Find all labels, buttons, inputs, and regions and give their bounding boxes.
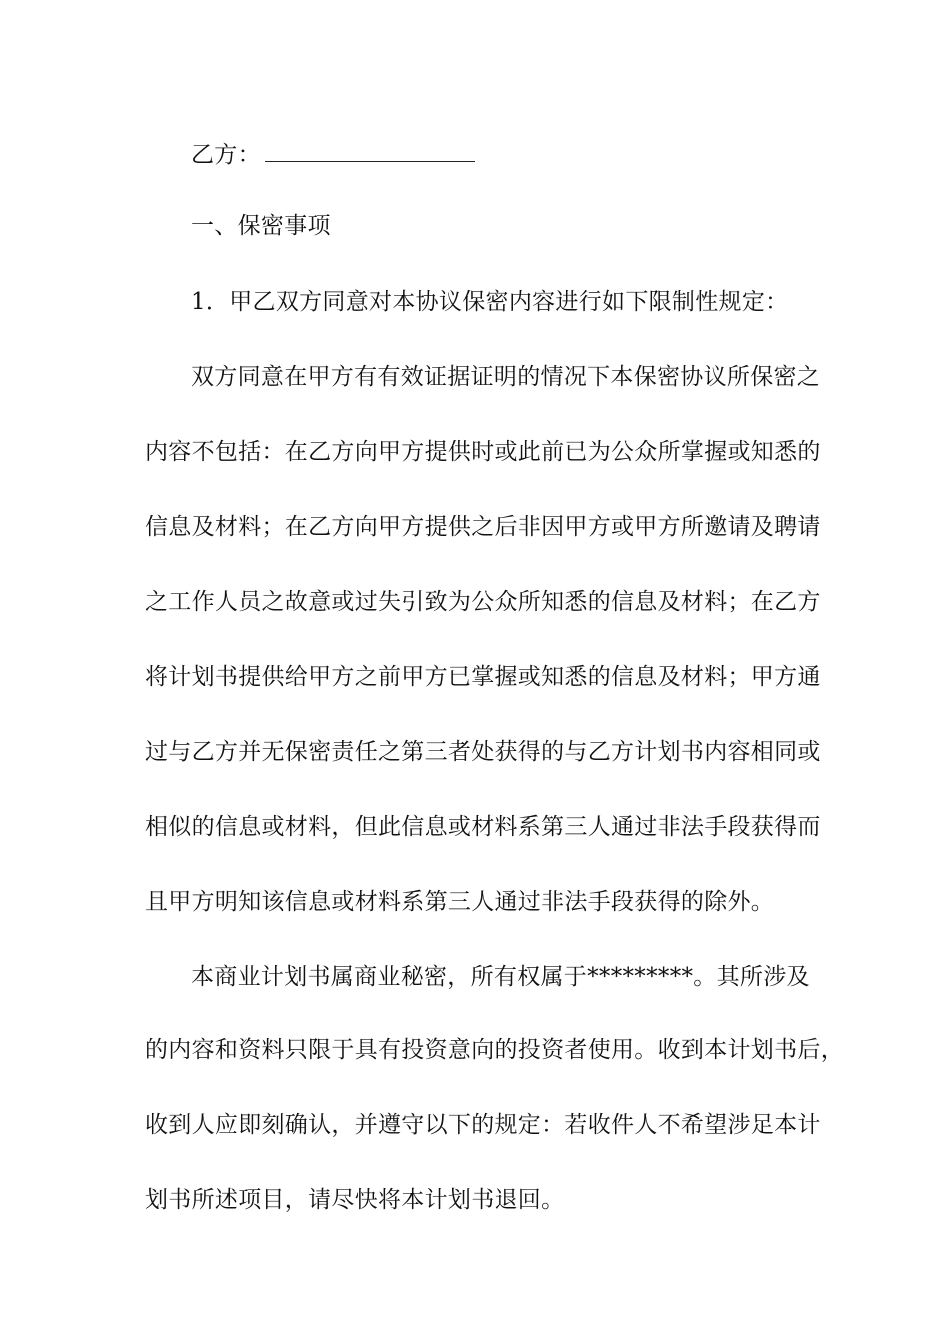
paragraph-1-line: 双方同意在甲方有有效证据证明的情况下本保密协议所保密之	[191, 364, 821, 390]
paragraph-2-line: 收到人应即刻确认，并遵守以下的规定：若收件人不希望涉足本计	[145, 1112, 821, 1138]
paragraph-1-line: 将计划书提供给甲方之前甲方已掌握或知悉的信息及材料；甲方通	[145, 664, 821, 690]
paragraph-1-line: 且甲方明知该信息或材料系第三人通过非法手段获得的除外。	[145, 889, 775, 915]
section-item-1: 1．甲乙双方同意对本协议保密内容进行如下限制性规定：	[191, 289, 789, 315]
paragraph-1-line: 相似的信息或材料，但此信息或材料系第三人通过非法手段获得而	[145, 814, 821, 840]
paragraph-1-line: 之工作人员之故意或过失引致为公众所知悉的信息及材料；在乙方	[145, 589, 821, 615]
party-b-label: 乙方：	[191, 142, 261, 168]
section-heading: 一、保密事项	[191, 213, 331, 239]
paragraph-2-line: 的内容和资料只限于具有投资意向的投资者使用。收到本计划书后，	[145, 1037, 844, 1063]
paragraph-1-line: 信息及材料；在乙方向甲方提供之后非因甲方或甲方所邀请及聘请	[145, 514, 821, 540]
paragraph-1-line: 内容不包括：在乙方向甲方提供时或此前已为公众所掌握或知悉的	[145, 439, 821, 465]
party-b-blank-field	[265, 141, 475, 162]
paragraph-2-line: 本商业计划书属商业秘密，所有权属于*********。其所涉及	[191, 964, 810, 990]
paragraph-1-line: 过与乙方并无保密责任之第三者处获得的与乙方计划书内容相同或	[145, 739, 821, 765]
paragraph-2-line: 划书所述项目，请尽快将本计划书退回。	[145, 1187, 565, 1213]
party-b-line	[191, 140, 475, 170]
